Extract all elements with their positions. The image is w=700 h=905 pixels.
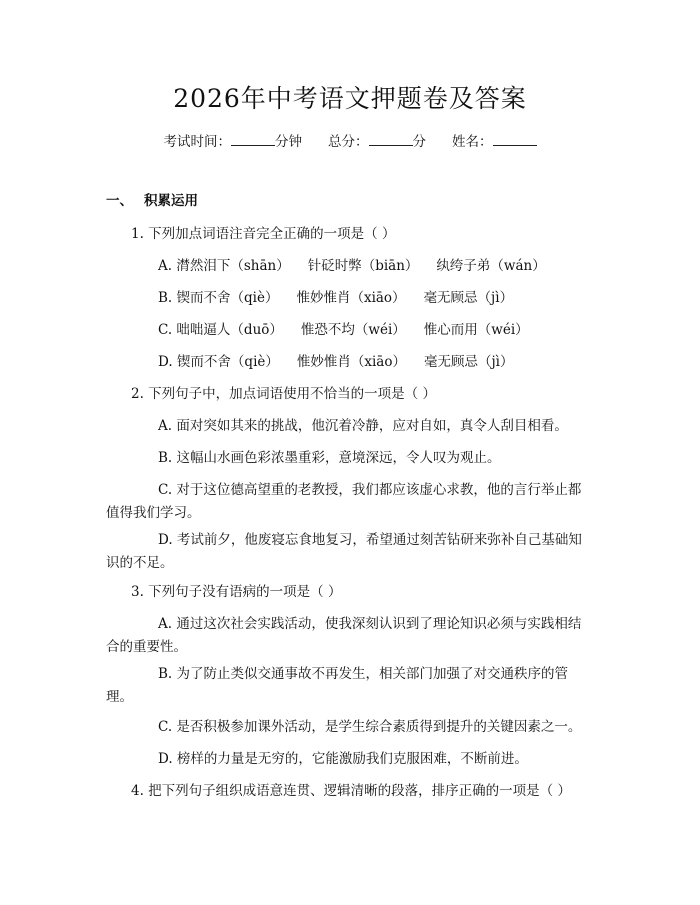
q1-option-d: D. 锲而不舍（qiè） 惟妙惟肖（xiāo） 毫无顾忌（jì） — [158, 354, 514, 370]
q3-option-d: D. 榜样的力量是无穷的，它能激励我们克服困难，不断前进。 — [158, 751, 528, 767]
score-label: 总分： — [328, 134, 369, 150]
section-number: 一、 — [106, 193, 133, 209]
time-label: 考试时间： — [163, 134, 231, 150]
q3-option-b: B. 为了防止类似交通事故不再发生，相关部门加强了对交通秩序的管 — [158, 666, 569, 682]
q2-option-d-continued: 识的不足。 — [106, 555, 174, 571]
section-heading — [106, 191, 198, 211]
time-unit: 分钟 — [275, 134, 302, 150]
question-4: 4. 把下列句子组织成语意连贯、逻辑清晰的段落，排序正确的一项是（ ） — [131, 783, 571, 799]
q3-option-b-continued: 理。 — [106, 689, 133, 705]
q3-option-c: C. 是否积极参加课外活动，是学生综合素质得到提升的关键因素之一。 — [158, 719, 582, 735]
q3-option-a-continued: 合的重要性。 — [106, 639, 187, 655]
section-title: 积累运用 — [144, 193, 198, 209]
page-title: 2026年中考语文押题卷及答案 — [173, 84, 527, 113]
q2-option-b: B. 这幅山水画色彩浓墨重彩，意境深远，令人叹为观止。 — [158, 450, 501, 466]
q1-option-a: A. 潸然泪下（shān） 针砭时弊（biān） 纨绔子弟（wán） — [158, 258, 546, 274]
q3-option-a: A. 通过这次社会实践活动，使我深刻认识到了理论知识必须与实践相结 — [158, 616, 582, 632]
q1-option-c: C. 咄咄逼人（duō） 惟恐不均（wéi） 惟心而用（wéi） — [158, 322, 529, 338]
name-blank[interactable] — [493, 131, 537, 146]
score-blank[interactable] — [369, 131, 413, 146]
exam-info-row — [0, 131, 700, 152]
name-label: 姓名： — [452, 134, 493, 150]
question-2: 2. 下列句子中，加点词语使用不恰当的一项是（ ） — [131, 386, 436, 402]
score-unit: 分 — [412, 134, 426, 150]
q2-option-c-continued: 值得我们学习。 — [106, 505, 201, 521]
question-3: 3. 下列句子没有语病的一项是（ ） — [131, 584, 342, 600]
q2-option-c: C. 对于这位德高望重的老教授，我们都应该虚心求教，他的言行举止都 — [158, 482, 582, 498]
time-blank[interactable] — [231, 131, 275, 146]
q2-option-d: D. 考试前夕，他废寝忘食地复习，希望通过刻苦钻研来弥补自己基础知 — [158, 532, 582, 548]
q1-option-b: B. 锲而不舍（qiè） 惟妙惟肖（xiāo） 毫无顾忌（jì） — [158, 290, 514, 306]
q2-option-a: A. 面对突如其来的挑战，他沉着冷静，应对自如，真令人刮目相看。 — [158, 418, 568, 434]
question-1: 1. 下列加点词语注音完全正确的一项是（ ） — [131, 226, 396, 242]
